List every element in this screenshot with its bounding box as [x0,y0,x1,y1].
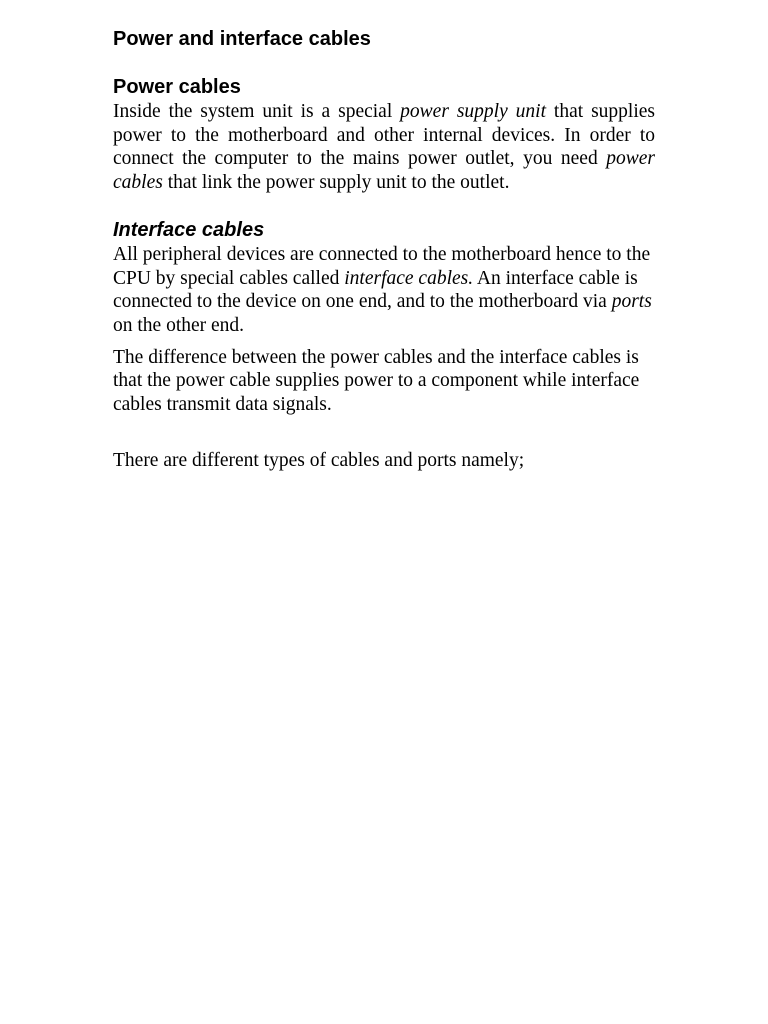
text-run: on the other end. [113,314,245,336]
section-heading-interface-cables: Interface cables [113,218,265,241]
text-run: that supplies power to the motherboard and other internal devices. In order to connect the computer to the mains power outlet, you need [113,101,655,170]
emphasis-interface-cables: interface cables. [344,267,474,289]
emphasis-ports: ports [611,291,652,313]
page-title: Power and interface cables [113,28,371,50]
text-run: All peripheral devices are connected to the motherboard hence to the CPU by special cables called [113,243,651,289]
difference-paragraph: The difference between the power cables and the interface cables is that the power cable supplies power to a component while interface cables transmit data signals. [113,346,640,416]
text-run: that link the power supply unit to the outlet. [162,172,510,194]
document-page [113,26,655,472]
text-run: Inside the system unit is a special [113,101,401,122]
emphasis-power-supply-unit: power supply unit [400,101,546,122]
section-heading-power-cables: Power cables [113,76,241,98]
closing-paragraph: There are different types of cables and ports namely; [113,449,525,471]
emphasis-power-cables: power cables [113,148,655,194]
interface-cables-paragraph [113,243,655,338]
power-cables-paragraph [113,100,655,195]
text-run: An interface cable is connected to the device on one end, and to the motherboard via [113,267,638,313]
